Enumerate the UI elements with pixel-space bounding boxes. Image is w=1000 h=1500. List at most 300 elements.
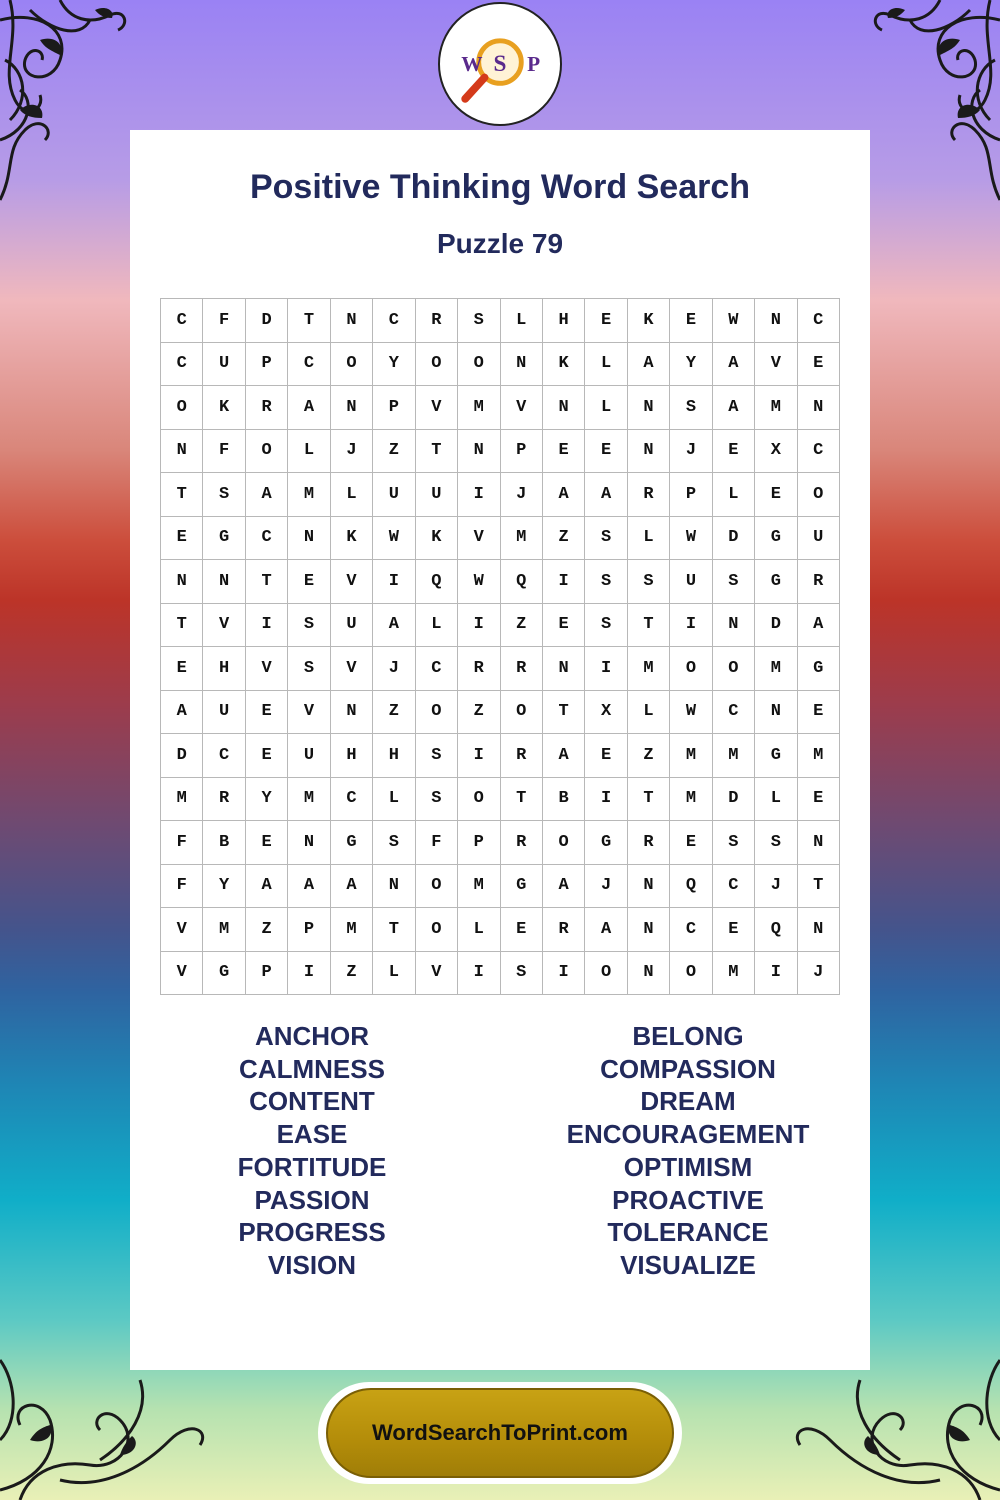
grid-row xyxy=(161,734,840,778)
grid-cell[interactable]: Z xyxy=(458,690,500,734)
grid-cell[interactable]: G xyxy=(755,516,797,560)
grid-cell[interactable]: H xyxy=(330,734,372,778)
grid-cell[interactable]: M xyxy=(458,386,500,430)
grid-cell[interactable]: M xyxy=(458,864,500,908)
grid-cell[interactable]: H xyxy=(373,734,415,778)
grid-cell[interactable]: O xyxy=(458,342,500,386)
grid-cell[interactable]: T xyxy=(288,299,330,343)
grid-cell[interactable]: Y xyxy=(245,777,287,821)
grid-cell[interactable]: C xyxy=(797,299,839,343)
grid-cell[interactable]: W xyxy=(670,690,712,734)
grid-cell[interactable]: T xyxy=(627,777,669,821)
grid-row xyxy=(161,647,840,691)
grid-cell[interactable]: S xyxy=(585,516,627,560)
grid-cell[interactable]: G xyxy=(203,951,245,995)
grid-cell[interactable]: F xyxy=(415,821,457,865)
grid-cell[interactable]: S xyxy=(627,560,669,604)
grid-cell[interactable]: O xyxy=(415,342,457,386)
grid-row xyxy=(161,516,840,560)
word-item: ENCOURAGEMENT xyxy=(566,1119,810,1150)
grid-cell[interactable]: Z xyxy=(245,908,287,952)
word-item: VISUALIZE xyxy=(620,1249,756,1280)
grid-cell[interactable]: Y xyxy=(373,342,415,386)
grid-cell[interactable]: M xyxy=(500,516,542,560)
grid-cell[interactable]: W xyxy=(458,560,500,604)
grid-cell[interactable]: N xyxy=(627,386,669,430)
grid-cell[interactable]: M xyxy=(755,386,797,430)
grid-cell[interactable]: J xyxy=(330,429,372,473)
grid-cell[interactable]: U xyxy=(203,690,245,734)
grid-cell[interactable]: S xyxy=(203,473,245,517)
grid-cell[interactable]: A xyxy=(712,386,754,430)
grid-cell[interactable]: T xyxy=(627,603,669,647)
grid-cell[interactable]: U xyxy=(797,516,839,560)
grid-cell[interactable]: A xyxy=(542,473,584,517)
grid-cell[interactable]: N xyxy=(627,429,669,473)
grid-cell[interactable]: K xyxy=(415,516,457,560)
grid-cell[interactable]: P xyxy=(458,821,500,865)
grid-cell[interactable]: T xyxy=(542,690,584,734)
grid-cell[interactable]: O xyxy=(542,821,584,865)
grid-cell[interactable]: A xyxy=(627,342,669,386)
grid-cell[interactable]: P xyxy=(245,951,287,995)
grid-cell[interactable]: M xyxy=(755,647,797,691)
grid-row xyxy=(161,342,840,386)
grid-cell[interactable]: N xyxy=(330,299,372,343)
grid-cell[interactable]: U xyxy=(415,473,457,517)
grid-cell[interactable]: J xyxy=(585,864,627,908)
grid-cell[interactable]: L xyxy=(627,516,669,560)
grid-cell[interactable]: N xyxy=(330,690,372,734)
grid-cell[interactable]: E xyxy=(288,560,330,604)
grid-cell[interactable]: E xyxy=(670,299,712,343)
grid-cell[interactable]: L xyxy=(755,777,797,821)
letter-grid xyxy=(160,298,840,995)
grid-cell[interactable]: J xyxy=(755,864,797,908)
puzzle-panel xyxy=(130,130,870,1370)
grid-cell[interactable]: C xyxy=(330,777,372,821)
grid-cell[interactable]: N xyxy=(330,386,372,430)
grid-cell[interactable]: R xyxy=(458,647,500,691)
grid-cell[interactable]: G xyxy=(797,647,839,691)
grid-cell[interactable]: G xyxy=(755,560,797,604)
grid-cell[interactable]: V xyxy=(161,908,203,952)
grid-cell[interactable]: V xyxy=(330,560,372,604)
website-label: WordSearchToPrint.com xyxy=(372,1420,628,1445)
grid-cell[interactable]: C xyxy=(670,908,712,952)
grid-cell[interactable]: S xyxy=(373,821,415,865)
grid-cell[interactable]: N xyxy=(542,386,584,430)
grid-cell[interactable]: B xyxy=(203,821,245,865)
grid-cell[interactable]: A xyxy=(542,864,584,908)
grid-cell[interactable]: L xyxy=(373,777,415,821)
grid-cell[interactable]: T xyxy=(161,603,203,647)
grid-cell[interactable]: C xyxy=(373,299,415,343)
grid-cell[interactable]: V xyxy=(203,603,245,647)
grid-cell[interactable]: G xyxy=(755,734,797,778)
grid-cell[interactable]: V xyxy=(458,516,500,560)
grid-cell[interactable]: Y xyxy=(670,342,712,386)
grid-cell[interactable]: M xyxy=(288,473,330,517)
grid-cell[interactable]: O xyxy=(161,386,203,430)
grid-cell[interactable]: Y xyxy=(203,864,245,908)
grid-cell[interactable]: K xyxy=(627,299,669,343)
grid-cell[interactable]: C xyxy=(797,429,839,473)
grid-cell[interactable]: S xyxy=(712,560,754,604)
grid-cell[interactable]: L xyxy=(500,299,542,343)
word-item: OPTIMISM xyxy=(623,1151,753,1182)
grid-cell[interactable]: R xyxy=(500,821,542,865)
grid-cell[interactable]: E xyxy=(542,429,584,473)
grid-cell[interactable]: H xyxy=(203,647,245,691)
grid-cell[interactable]: S xyxy=(288,647,330,691)
grid-cell[interactable]: S xyxy=(670,386,712,430)
grid-cell[interactable]: N xyxy=(797,821,839,865)
grid-cell[interactable]: R xyxy=(500,734,542,778)
grid-cell[interactable]: T xyxy=(245,560,287,604)
grid-row xyxy=(161,473,840,517)
grid-cell[interactable]: U xyxy=(288,734,330,778)
grid-cell[interactable]: R xyxy=(797,560,839,604)
grid-cell[interactable]: K xyxy=(330,516,372,560)
grid-cell[interactable]: M xyxy=(627,647,669,691)
grid-cell[interactable]: R xyxy=(627,473,669,517)
grid-cell[interactable]: Z xyxy=(627,734,669,778)
grid-cell[interactable]: J xyxy=(500,473,542,517)
grid-cell[interactable]: R xyxy=(245,386,287,430)
grid-cell[interactable]: F xyxy=(203,299,245,343)
grid-cell[interactable]: M xyxy=(670,734,712,778)
grid-cell[interactable]: E xyxy=(245,690,287,734)
grid-cell[interactable]: S xyxy=(585,603,627,647)
grid-cell[interactable]: V xyxy=(500,386,542,430)
word-item: CONTENT xyxy=(249,1086,375,1117)
word-item: COMPASSION xyxy=(600,1053,776,1084)
grid-cell[interactable]: N xyxy=(373,864,415,908)
website-button-frame xyxy=(318,1382,682,1484)
grid-cell[interactable]: J xyxy=(373,647,415,691)
grid-row xyxy=(161,299,840,343)
grid-cell[interactable]: W xyxy=(373,516,415,560)
grid-cell[interactable]: N xyxy=(161,429,203,473)
grid-cell[interactable]: O xyxy=(330,342,372,386)
grid-cell[interactable]: D xyxy=(245,299,287,343)
grid-cell[interactable]: T xyxy=(797,864,839,908)
grid-cell[interactable]: Z xyxy=(373,690,415,734)
grid-row xyxy=(161,821,840,865)
grid-cell[interactable]: S xyxy=(712,821,754,865)
grid-cell[interactable]: R xyxy=(203,777,245,821)
grid-cell[interactable]: C xyxy=(203,734,245,778)
grid-cell[interactable]: N xyxy=(458,429,500,473)
grid-cell[interactable]: D xyxy=(712,516,754,560)
word-item: BELONG xyxy=(632,1021,744,1051)
grid-cell[interactable]: V xyxy=(161,951,203,995)
grid-cell[interactable]: N xyxy=(755,690,797,734)
grid-cell[interactable]: I xyxy=(585,777,627,821)
word-item: DREAM xyxy=(640,1086,736,1117)
grid-cell[interactable]: T xyxy=(161,473,203,517)
grid-cell[interactable]: O xyxy=(415,690,457,734)
grid-cell[interactable]: M xyxy=(161,777,203,821)
grid-row xyxy=(161,429,840,473)
grid-cell[interactable]: P xyxy=(500,429,542,473)
grid-cell[interactable]: O xyxy=(585,951,627,995)
grid-cell[interactable]: L xyxy=(627,690,669,734)
page-title: Positive Thinking Word Search xyxy=(249,168,751,206)
grid-cell[interactable]: M xyxy=(330,908,372,952)
grid-cell[interactable]: W xyxy=(670,516,712,560)
grid-row xyxy=(161,951,840,995)
grid-cell[interactable]: L xyxy=(585,342,627,386)
grid-cell[interactable]: E xyxy=(755,473,797,517)
grid-row xyxy=(161,908,840,952)
word-item: PASSION xyxy=(254,1184,370,1215)
grid-cell[interactable]: N xyxy=(627,908,669,952)
grid-cell[interactable]: B xyxy=(542,777,584,821)
grid-cell[interactable]: N xyxy=(797,908,839,952)
grid-cell[interactable]: A xyxy=(161,690,203,734)
grid-cell[interactable]: L xyxy=(288,429,330,473)
grid-cell[interactable]: O xyxy=(415,864,457,908)
grid-cell[interactable]: Q xyxy=(670,864,712,908)
grid-cell[interactable]: C xyxy=(161,342,203,386)
grid-cell[interactable]: P xyxy=(288,908,330,952)
grid-cell[interactable]: U xyxy=(203,342,245,386)
grid-cell[interactable]: L xyxy=(415,603,457,647)
grid-cell[interactable]: N xyxy=(542,647,584,691)
grid-cell[interactable]: M xyxy=(712,951,754,995)
grid-cell[interactable]: T xyxy=(500,777,542,821)
grid-cell[interactable]: R xyxy=(415,299,457,343)
grid-cell[interactable]: Q xyxy=(500,560,542,604)
grid-cell[interactable]: S xyxy=(755,821,797,865)
grid-cell[interactable]: V xyxy=(245,647,287,691)
grid-cell[interactable]: P xyxy=(373,386,415,430)
grid-cell[interactable]: N xyxy=(161,560,203,604)
grid-cell[interactable]: V xyxy=(288,690,330,734)
grid-cell[interactable]: E xyxy=(161,516,203,560)
grid-row xyxy=(161,690,840,734)
grid-cell[interactable]: L xyxy=(330,473,372,517)
grid-cell[interactable]: E xyxy=(500,908,542,952)
grid-cell[interactable]: E xyxy=(161,647,203,691)
grid-cell[interactable]: C xyxy=(288,342,330,386)
grid-row xyxy=(161,777,840,821)
grid-cell[interactable]: E xyxy=(245,821,287,865)
word-item: PROACTIVE xyxy=(612,1184,764,1215)
grid-cell[interactable]: S xyxy=(458,299,500,343)
grid-cell[interactable]: Z xyxy=(500,603,542,647)
grid-cell[interactable]: F xyxy=(161,821,203,865)
grid-cell[interactable]: G xyxy=(203,516,245,560)
word-list-left xyxy=(152,1020,472,1282)
grid-cell[interactable]: U xyxy=(330,603,372,647)
grid-cell[interactable]: A xyxy=(373,603,415,647)
grid-cell[interactable]: L xyxy=(373,951,415,995)
grid-cell[interactable]: M xyxy=(670,777,712,821)
grid-cell[interactable]: V xyxy=(415,951,457,995)
grid-cell[interactable]: O xyxy=(670,647,712,691)
grid-cell[interactable]: V xyxy=(415,386,457,430)
grid-cell[interactable]: A xyxy=(245,473,287,517)
grid-cell[interactable]: A xyxy=(288,864,330,908)
grid-cell[interactable]: I xyxy=(288,951,330,995)
grid-cell[interactable]: C xyxy=(161,299,203,343)
grid-cell[interactable]: A xyxy=(330,864,372,908)
grid-cell[interactable]: D xyxy=(712,777,754,821)
grid-cell[interactable]: V xyxy=(755,342,797,386)
grid-cell[interactable]: S xyxy=(585,560,627,604)
grid-cell[interactable]: F xyxy=(161,864,203,908)
word-item: EASE xyxy=(276,1119,348,1150)
grid-cell[interactable]: O xyxy=(797,473,839,517)
grid-cell[interactable]: I xyxy=(458,951,500,995)
grid-row xyxy=(161,386,840,430)
word-item: PROGRESS xyxy=(238,1217,386,1248)
grid-cell[interactable]: E xyxy=(797,777,839,821)
grid-cell[interactable]: J xyxy=(670,429,712,473)
grid-cell[interactable]: E xyxy=(542,603,584,647)
grid-cell[interactable]: C xyxy=(712,864,754,908)
grid-cell[interactable]: I xyxy=(245,603,287,647)
grid-cell[interactable]: P xyxy=(245,342,287,386)
site-logo[interactable] xyxy=(438,2,562,126)
grid-cell[interactable]: Q xyxy=(415,560,457,604)
grid-cell[interactable]: E xyxy=(797,690,839,734)
grid-cell[interactable]: J xyxy=(797,951,839,995)
grid-cell[interactable]: S xyxy=(415,734,457,778)
grid-cell[interactable]: O xyxy=(458,777,500,821)
grid-cell[interactable]: O xyxy=(670,951,712,995)
grid-cell[interactable]: U xyxy=(373,473,415,517)
grid-cell[interactable]: G xyxy=(585,821,627,865)
grid-cell[interactable]: X xyxy=(585,690,627,734)
grid-cell[interactable]: P xyxy=(670,473,712,517)
grid-cell[interactable]: N xyxy=(627,951,669,995)
grid-cell[interactable]: O xyxy=(245,429,287,473)
grid-cell[interactable]: N xyxy=(712,603,754,647)
website-button[interactable] xyxy=(326,1388,674,1478)
puzzle-number: Puzzle 79 xyxy=(436,228,564,259)
grid-cell[interactable]: I xyxy=(755,951,797,995)
grid-cell[interactable]: I xyxy=(458,734,500,778)
grid-row xyxy=(161,560,840,604)
grid-cell[interactable]: G xyxy=(500,864,542,908)
grid-cell[interactable]: M xyxy=(203,908,245,952)
grid-cell[interactable]: Z xyxy=(542,516,584,560)
grid-cell[interactable]: I xyxy=(542,951,584,995)
grid-cell[interactable]: I xyxy=(670,603,712,647)
grid-cell[interactable]: Z xyxy=(373,429,415,473)
grid-cell[interactable]: Z xyxy=(330,951,372,995)
grid-cell[interactable]: N xyxy=(288,821,330,865)
grid-cell[interactable]: I xyxy=(373,560,415,604)
word-item: CALMNESS xyxy=(239,1053,385,1084)
word-list-right xyxy=(528,1020,848,1282)
grid-cell[interactable]: T xyxy=(373,908,415,952)
grid-cell[interactable]: D xyxy=(755,603,797,647)
grid-cell[interactable]: R xyxy=(627,821,669,865)
word-item: VISION xyxy=(267,1249,357,1280)
grid-cell[interactable]: R xyxy=(500,647,542,691)
grid-cell[interactable]: O xyxy=(415,908,457,952)
grid-cell[interactable]: E xyxy=(712,429,754,473)
grid-cell[interactable]: A xyxy=(245,864,287,908)
grid-cell[interactable]: A xyxy=(797,603,839,647)
grid-cell[interactable]: E xyxy=(670,821,712,865)
grid-cell[interactable]: N xyxy=(797,386,839,430)
grid-cell[interactable]: N xyxy=(755,299,797,343)
grid-cell[interactable]: N xyxy=(500,342,542,386)
grid-cell[interactable]: A xyxy=(288,386,330,430)
grid-cell[interactable]: L xyxy=(585,386,627,430)
word-item: FORTITUDE xyxy=(237,1151,387,1182)
grid-cell[interactable]: E xyxy=(585,429,627,473)
grid-row xyxy=(161,603,840,647)
grid-cell[interactable]: Q xyxy=(755,908,797,952)
grid-cell[interactable]: A xyxy=(585,908,627,952)
grid-cell[interactable]: W xyxy=(712,299,754,343)
grid-cell[interactable]: H xyxy=(542,299,584,343)
grid-cell[interactable]: S xyxy=(288,603,330,647)
grid-cell[interactable]: O xyxy=(712,647,754,691)
grid-cell[interactable]: X xyxy=(755,429,797,473)
grid-cell[interactable]: M xyxy=(712,734,754,778)
grid-cell[interactable]: U xyxy=(670,560,712,604)
word-item: ANCHOR xyxy=(254,1021,370,1051)
grid-cell[interactable]: I xyxy=(585,647,627,691)
grid-cell[interactable]: C xyxy=(245,516,287,560)
logo-letter-s: S xyxy=(493,50,507,77)
grid-cell[interactable]: A xyxy=(712,342,754,386)
grid-cell[interactable]: L xyxy=(458,908,500,952)
grid-cell[interactable]: K xyxy=(203,386,245,430)
word-item: TOLERANCE xyxy=(607,1217,769,1248)
grid-cell[interactable]: C xyxy=(415,647,457,691)
grid-cell[interactable]: A xyxy=(585,473,627,517)
grid-cell[interactable]: L xyxy=(712,473,754,517)
grid-cell[interactable]: N xyxy=(288,516,330,560)
grid-cell[interactable]: E xyxy=(585,299,627,343)
grid-cell[interactable]: I xyxy=(458,603,500,647)
grid-cell[interactable]: O xyxy=(500,690,542,734)
grid-cell[interactable]: S xyxy=(500,951,542,995)
grid-cell[interactable]: V xyxy=(330,647,372,691)
grid-cell[interactable]: G xyxy=(330,821,372,865)
grid-cell[interactable]: N xyxy=(627,864,669,908)
grid-cell[interactable]: A xyxy=(542,734,584,778)
grid-cell[interactable]: I xyxy=(458,473,500,517)
logo-letter-p: P xyxy=(527,51,541,76)
grid-cell[interactable]: R xyxy=(542,908,584,952)
grid-cell[interactable]: I xyxy=(542,560,584,604)
grid-cell[interactable]: N xyxy=(203,560,245,604)
grid-cell[interactable]: T xyxy=(415,429,457,473)
logo-letter-w: W xyxy=(461,51,483,76)
grid-cell[interactable]: F xyxy=(203,429,245,473)
grid-cell[interactable]: C xyxy=(712,690,754,734)
grid-cell[interactable]: E xyxy=(585,734,627,778)
grid-cell[interactable]: E xyxy=(245,734,287,778)
grid-cell[interactable]: S xyxy=(415,777,457,821)
grid-cell[interactable]: D xyxy=(161,734,203,778)
grid-cell[interactable]: K xyxy=(542,342,584,386)
grid-cell[interactable]: M xyxy=(288,777,330,821)
grid-cell[interactable]: E xyxy=(797,342,839,386)
grid-cell[interactable]: E xyxy=(712,908,754,952)
grid-cell[interactable]: M xyxy=(797,734,839,778)
